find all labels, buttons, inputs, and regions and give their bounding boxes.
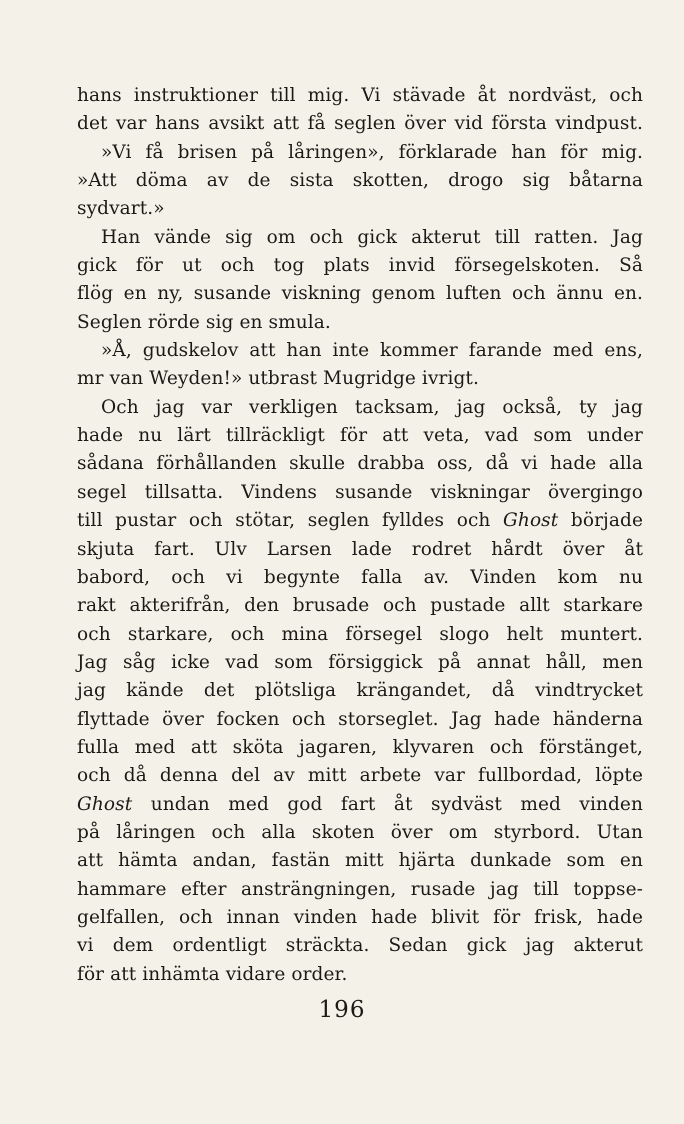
text-line: Jag såg icke vad som försiggick på annat håll, men (77, 651, 643, 673)
text-line: flög en ny, susande viskning genom luften och ännu en. (77, 283, 643, 305)
text-line: på låringen och alla skoten över om styrbord. Utan (77, 821, 643, 843)
text-segment: till pustar och stötar, seglen fylldes och (77, 510, 504, 532)
text-segment: undan med god fart åt sydväst med vinden (132, 793, 643, 815)
text-line: hans instruktioner till mig. Vi stävade åt nordväst, och (77, 85, 643, 106)
text-line (77, 791, 643, 819)
text-line: och då denna del av mitt arbete var fullbordad, löpte (77, 765, 643, 787)
text-line: »Vi få brisen på låringen», förklarade han för mig. (101, 141, 643, 163)
text-line: jag kände det plötsliga krängandet, då vindtrycket (77, 680, 643, 702)
text-line: rakt akterifrån, den brusade och pustade allt starkare (77, 595, 643, 617)
text-line: för att inhämta vidare order. (77, 963, 348, 985)
text-line: gelfallen, och innan vinden hade blivit för frisk, hade (77, 906, 643, 928)
text-line: Seglen rörde sig en smula. (77, 311, 331, 333)
ship-name: Ghost (503, 510, 559, 532)
text-line: vi dem ordentligt sträckta. Sedan gick jag akterut (77, 935, 643, 957)
text-line: sydvart.» (77, 198, 165, 220)
text-line: flyttade över focken och storseglet. Jag hade händerna (77, 708, 643, 730)
text-line: det var hans avsikt att få seglen över vid första vindpust. (77, 113, 643, 135)
text-line (77, 507, 643, 535)
text-line: och starkare, och mina försegel slogo helt muntert. (77, 623, 643, 645)
text-line: Han vände sig om och gick akterut till ratten. Jag (101, 226, 643, 248)
text-line: babord, och vi begynte falla av. Vinden kom nu (77, 566, 643, 588)
text-line: mr van Weyden!» utbrast Mugridge ivrigt. (77, 368, 479, 390)
text-segment: började (558, 510, 643, 532)
text-line: fulla med att sköta jagaren, klyvaren och förstänget, (77, 736, 643, 758)
body-text (77, 82, 643, 989)
text-line: gick för ut och tog plats invid försegelskoten. Så (77, 255, 643, 277)
text-line: »Å, gudskelov att han inte kommer farande med ens, (101, 340, 643, 362)
text-line: hammare efter ansträngningen, rusade jag till toppse- (77, 878, 643, 900)
text-line: hade nu lärt tillräckligt för att veta, vad som under (77, 425, 643, 447)
text-line: »Att döma av de sista skotten, drogo sig båtarna (77, 170, 643, 192)
text-line: Och jag var verkligen tacksam, jag också, ty jag (101, 396, 643, 418)
text-line: skjuta fart. Ulv Larsen lade rodret hårdt över åt (77, 538, 643, 560)
text-line: segel tillsatta. Vindens susande viskningar övergingo (77, 481, 643, 503)
page-number: 196 (318, 997, 366, 1023)
text-line: att hämta andan, fastän mitt hjärta dunkade som en (77, 850, 643, 872)
text-line: sådana förhållanden skulle drabba oss, då vi hade alla (77, 453, 643, 475)
ship-name: Ghost (77, 793, 133, 815)
